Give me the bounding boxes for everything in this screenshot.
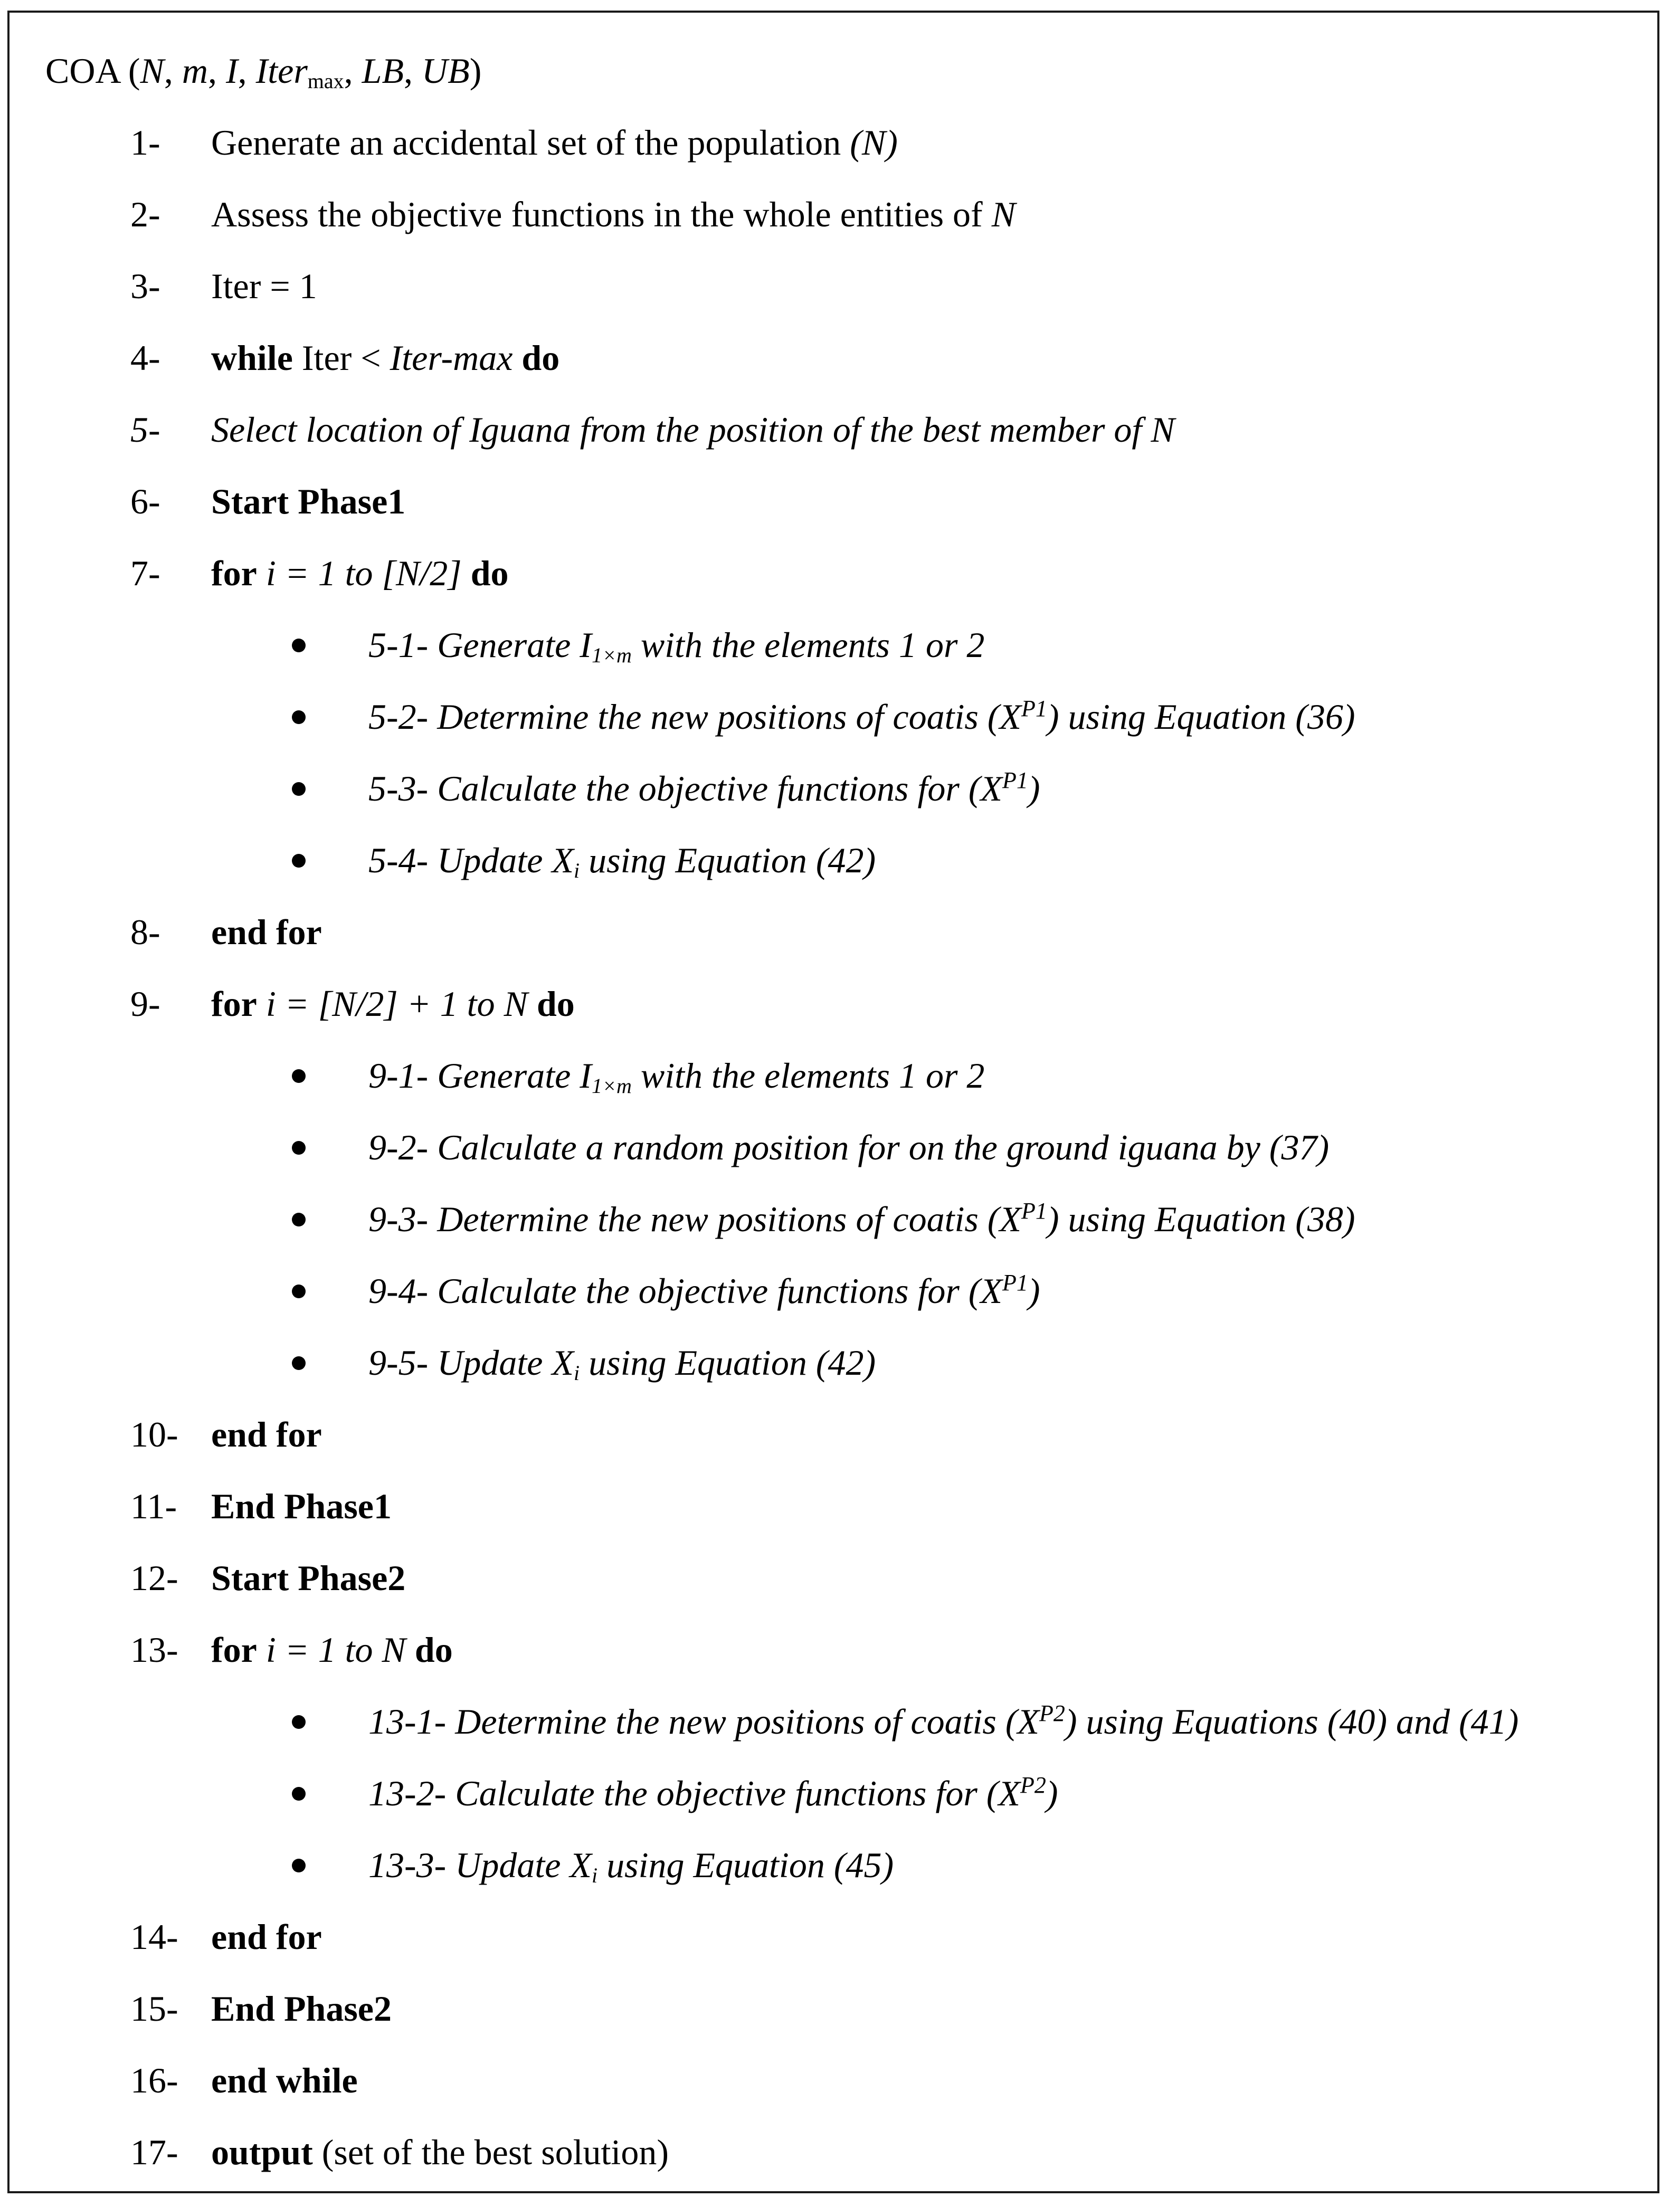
bullet-icon — [292, 1285, 306, 1298]
substep-text: 9-4- Calculate the objective functions for $(X^{P1})$ — [368, 1270, 1040, 1311]
step-text: Generate an accidental set of the population (N) — [211, 122, 898, 163]
bullet-icon — [292, 1213, 306, 1226]
step-number: 7- — [130, 553, 160, 593]
substep-text: 9-5- Update Xi using Equation (42) — [368, 1343, 876, 1385]
substep-text: 5-3- Calculate the objective functions for $(X^{P1})$ — [368, 767, 1040, 808]
step-text: Iter = 1 — [211, 266, 317, 306]
substep-text: 13-2- Calculate the objective functions for $(X^{P2})$ — [368, 1772, 1058, 1813]
bullet-icon — [292, 1356, 306, 1370]
bullet-icon — [292, 854, 306, 868]
bullet-icon — [292, 1787, 306, 1801]
bullet-icon — [292, 710, 306, 724]
substep-text: 5-1- Generate I1×m with the elements 1 or 2 — [368, 625, 985, 667]
bullet-icon — [292, 1859, 306, 1872]
step-number: 12- — [130, 1558, 178, 1598]
step-text: End Phase2 — [211, 1989, 392, 2029]
step-number: 10- — [130, 1414, 178, 1454]
step-number: 13- — [130, 1630, 178, 1670]
step-text: output (set of the best solution) — [211, 2132, 669, 2172]
step-number: 4- — [130, 338, 160, 378]
substep-text: 5-4- Update Xi using Equation (42) — [368, 840, 876, 882]
substep-text: 9-3- Determine the new positions of coatis $(X^{P1})$ using Equation (38) — [368, 1198, 1355, 1239]
step-text: Select location of Iguana from the position of the best member of N — [211, 410, 1175, 450]
step-number: 17- — [130, 2132, 178, 2172]
step-number: 8- — [130, 912, 160, 952]
step-number: 16- — [130, 2060, 178, 2100]
step-number: 11- — [130, 1486, 177, 1526]
step-number: 5- — [130, 410, 160, 450]
step-text: for i = 1 to N do — [211, 1630, 453, 1670]
step-text: for i = 1 to [N/2] do — [211, 553, 509, 593]
step-text: Start Phase1 — [211, 481, 406, 521]
bullet-icon — [292, 1715, 306, 1729]
step-text: end while — [211, 2060, 358, 2100]
bullet-icon — [292, 639, 306, 652]
bullet-icon — [292, 1141, 306, 1155]
bullet-icon — [292, 782, 306, 796]
bullet-icon — [292, 1069, 306, 1083]
step-number: 9- — [130, 984, 160, 1024]
step-text: end for — [211, 1414, 322, 1454]
step-number: 14- — [130, 1917, 178, 1957]
algorithm-signature: COA (N, m, I, Itermax, LB, UB) — [45, 51, 482, 93]
step-text: while Iter < Iter-max do — [211, 338, 560, 378]
step-text: Start Phase2 — [211, 1558, 406, 1598]
step-text: end for — [211, 1917, 322, 1957]
step-text: End Phase1 — [211, 1486, 392, 1526]
step-number: 3- — [130, 266, 160, 306]
step-text: Assess the objective functions in the whole entities of N — [211, 194, 1016, 234]
step-number: 2- — [130, 194, 160, 234]
step-number: 1- — [130, 122, 160, 163]
substep-text: 5-2- Determine the new positions of coatis $(X^{P1})$ using Equation (36) — [368, 696, 1355, 737]
substep-text: 9-2- Calculate a random position for on the ground iguana by (37) — [368, 1127, 1330, 1167]
step-text: end for — [211, 912, 322, 952]
step-number: 15- — [130, 1989, 178, 2029]
algorithm-box — [7, 11, 1659, 2193]
step-text: for i = [N/2] + 1 to N do — [211, 984, 575, 1024]
substep-text: 13-3- Update Xi using Equation (45) — [368, 1845, 894, 1887]
step-number: 6- — [130, 481, 160, 521]
substep-text: 9-1- Generate I1×m with the elements 1 or 2 — [368, 1055, 985, 1098]
substep-text: 13-1- Determine the new positions of coatis $(X^{P2})$ using Equations (40) and (41) — [368, 1700, 1519, 1742]
